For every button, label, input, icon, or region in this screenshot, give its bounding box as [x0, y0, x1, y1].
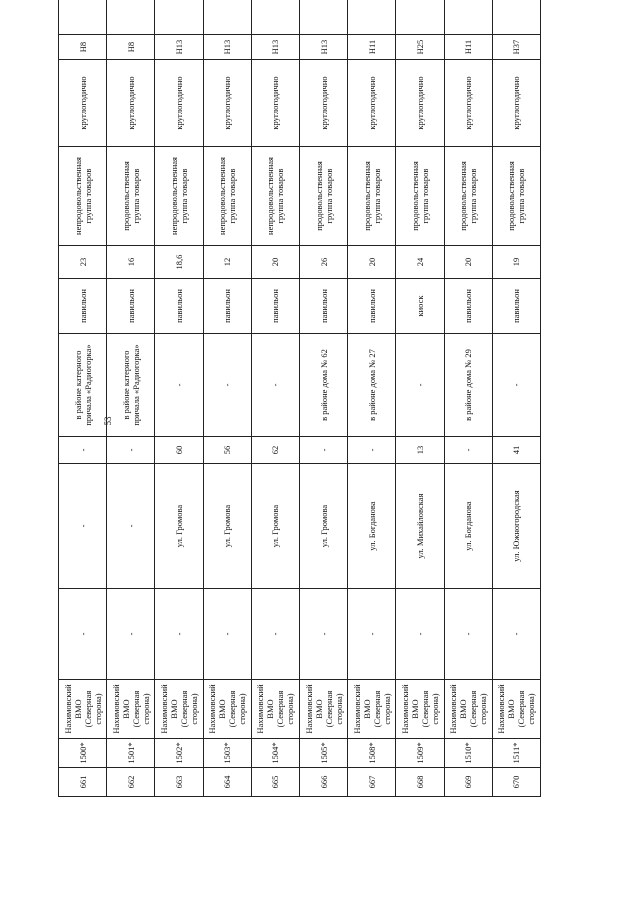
landmark-cell: -: [203, 334, 251, 437]
period-cell: круглогодично: [155, 60, 203, 147]
period-cell: круглогодично: [251, 60, 299, 147]
street-cell: ул. Михайловская: [396, 464, 444, 589]
street-cell: -: [107, 464, 155, 589]
street-cell: ул. Громова: [251, 464, 299, 589]
landmark-cell: в районе дома № 27: [348, 334, 396, 437]
table-row: [155, 0, 203, 797]
landmark-cell: в районе дома № 62: [299, 334, 347, 437]
house-number-cell: -: [348, 437, 396, 464]
house-number-cell: -: [299, 437, 347, 464]
kiosk-table: [58, 0, 541, 797]
specialization-cell: продовольственная группа товаров: [348, 147, 396, 246]
area-cell: 16: [107, 246, 155, 279]
scheme-number-cell: Н8: [107, 35, 155, 60]
landmark-cell: -: [155, 334, 203, 437]
row-code: 1502*: [155, 739, 203, 768]
object-type-cell: павильон: [348, 279, 396, 334]
note-cell: [155, 0, 203, 35]
dash-cell: -: [155, 589, 203, 680]
street-cell: ул. Громова: [155, 464, 203, 589]
landmark-cell: в районе катерного причала «Радиогорка»: [59, 334, 107, 437]
dash-cell: -: [107, 589, 155, 680]
row-number: 665: [251, 768, 299, 797]
note-cell: [203, 0, 251, 35]
specialization-cell: непродовольственная группа товаров: [203, 147, 251, 246]
scheme-number-cell: Н25: [396, 35, 444, 60]
scheme-number-cell: Н11: [348, 35, 396, 60]
district-cell: Нахимовский ВМО (Северная сторона): [299, 680, 347, 739]
dash-cell: -: [492, 589, 540, 680]
district-cell: Нахимовский ВМО (Северная сторона): [59, 680, 107, 739]
note-cell: [396, 0, 444, 35]
area-cell: 12: [203, 246, 251, 279]
page-number: 53: [103, 416, 113, 426]
landmark-cell: -: [251, 334, 299, 437]
house-number-cell: 13: [396, 437, 444, 464]
specialization-cell: продовольственная группа товаров: [492, 147, 540, 246]
landmark-cell: -: [492, 334, 540, 437]
note-cell: [251, 0, 299, 35]
scheme-number-cell: Н37: [492, 35, 540, 60]
street-cell: ул. Южногородская: [492, 464, 540, 589]
note-cell: [299, 0, 347, 35]
table-row: [492, 0, 540, 797]
row-number: 664: [203, 768, 251, 797]
dash-cell: -: [203, 589, 251, 680]
specialization-cell: продовольственная группа товаров: [444, 147, 492, 246]
row-code: 1508*: [348, 739, 396, 768]
table-body: [59, 0, 541, 797]
area-cell: 26: [299, 246, 347, 279]
period-cell: круглогодично: [444, 60, 492, 147]
table-row: [444, 0, 492, 797]
note-cell: [444, 0, 492, 35]
object-type-cell: киоск: [396, 279, 444, 334]
street-cell: ул. Богданова: [348, 464, 396, 589]
district-cell: Нахимовский ВМО (Северная сторона): [155, 680, 203, 739]
object-type-cell: павильон: [444, 279, 492, 334]
scheme-number-cell: Н13: [203, 35, 251, 60]
area-cell: 23: [59, 246, 107, 279]
landmark-cell: в районе дома № 29: [444, 334, 492, 437]
area-cell: 24: [396, 246, 444, 279]
period-cell: круглогодично: [299, 60, 347, 147]
row-number: 668: [396, 768, 444, 797]
note-cell: [348, 0, 396, 35]
house-number-cell: 62: [251, 437, 299, 464]
area-cell: 18,6: [155, 246, 203, 279]
rotated-table-container: [58, 27, 541, 797]
specialization-cell: продовольственная группа товаров: [396, 147, 444, 246]
district-cell: Нахимовский ВМО (Северная сторона): [444, 680, 492, 739]
specialization-cell: продовольственная группа товаров: [107, 147, 155, 246]
period-cell: круглогодично: [348, 60, 396, 147]
landmark-cell: -: [396, 334, 444, 437]
dash-cell: -: [396, 589, 444, 680]
note-cell: [492, 0, 540, 35]
district-cell: Нахимовский ВМО (Северная сторона): [492, 680, 540, 739]
dash-cell: -: [444, 589, 492, 680]
period-cell: круглогодично: [107, 60, 155, 147]
row-code: 1504*: [251, 739, 299, 768]
row-code: 1501*: [107, 739, 155, 768]
object-type-cell: павильон: [251, 279, 299, 334]
table-row: [299, 0, 347, 797]
area-cell: 20: [348, 246, 396, 279]
object-type-cell: павильон: [492, 279, 540, 334]
table-row: [107, 0, 155, 797]
object-type-cell: павильон: [107, 279, 155, 334]
district-cell: Нахимовский ВМО (Северная сторона): [203, 680, 251, 739]
landmark-cell: в районе катерного причала «Радиогорка»: [107, 334, 155, 437]
table-row: [59, 0, 107, 797]
district-cell: Нахимовский ВМО (Северная сторона): [251, 680, 299, 739]
row-number: 670: [492, 768, 540, 797]
scheme-number-cell: Н13: [299, 35, 347, 60]
period-cell: круглогодично: [59, 60, 107, 147]
row-code: 1510*: [444, 739, 492, 768]
row-code: 1505*: [299, 739, 347, 768]
house-number-cell: -: [444, 437, 492, 464]
district-cell: Нахимовский ВМО (Северная сторона): [107, 680, 155, 739]
house-number-cell: 56: [203, 437, 251, 464]
period-cell: круглогодично: [492, 60, 540, 147]
street-cell: -: [59, 464, 107, 589]
scheme-number-cell: Н8: [59, 35, 107, 60]
specialization-cell: продовольственная группа товаров: [299, 147, 347, 246]
dash-cell: -: [59, 589, 107, 680]
row-code: 1511*: [492, 739, 540, 768]
dash-cell: -: [251, 589, 299, 680]
area-cell: 20: [444, 246, 492, 279]
district-cell: Нахимовский ВМО (Северная сторона): [348, 680, 396, 739]
area-cell: 19: [492, 246, 540, 279]
dash-cell: -: [299, 589, 347, 680]
table-row: [348, 0, 396, 797]
table-row: [203, 0, 251, 797]
period-cell: круглогодично: [203, 60, 251, 147]
row-code: 1509*: [396, 739, 444, 768]
street-cell: ул. Громова: [203, 464, 251, 589]
street-cell: ул. Громова: [299, 464, 347, 589]
scheme-number-cell: Н13: [155, 35, 203, 60]
street-cell: ул. Богданова: [444, 464, 492, 589]
dash-cell: -: [348, 589, 396, 680]
row-number: 662: [107, 768, 155, 797]
house-number-cell: -: [107, 437, 155, 464]
scheme-number-cell: Н13: [251, 35, 299, 60]
row-code: 1500*: [59, 739, 107, 768]
row-number: 669: [444, 768, 492, 797]
note-cell: [59, 0, 107, 35]
house-number-cell: 41: [492, 437, 540, 464]
table-row: [396, 0, 444, 797]
specialization-cell: непродовольственная группа товаров: [155, 147, 203, 246]
object-type-cell: павильон: [203, 279, 251, 334]
row-number: 661: [59, 768, 107, 797]
row-code: 1503*: [203, 739, 251, 768]
specialization-cell: непродовольственная группа товаров: [59, 147, 107, 246]
object-type-cell: павильон: [299, 279, 347, 334]
note-cell: [107, 0, 155, 35]
house-number-cell: -: [59, 437, 107, 464]
period-cell: круглогодично: [396, 60, 444, 147]
district-cell: Нахимовский ВМО (Северная сторона): [396, 680, 444, 739]
scheme-number-cell: Н11: [444, 35, 492, 60]
house-number-cell: 60: [155, 437, 203, 464]
row-number: 663: [155, 768, 203, 797]
row-number: 666: [299, 768, 347, 797]
row-number: 667: [348, 768, 396, 797]
object-type-cell: павильон: [59, 279, 107, 334]
object-type-cell: павильон: [155, 279, 203, 334]
specialization-cell: непродовольственная группа товаров: [251, 147, 299, 246]
area-cell: 20: [251, 246, 299, 279]
table-row: [251, 0, 299, 797]
